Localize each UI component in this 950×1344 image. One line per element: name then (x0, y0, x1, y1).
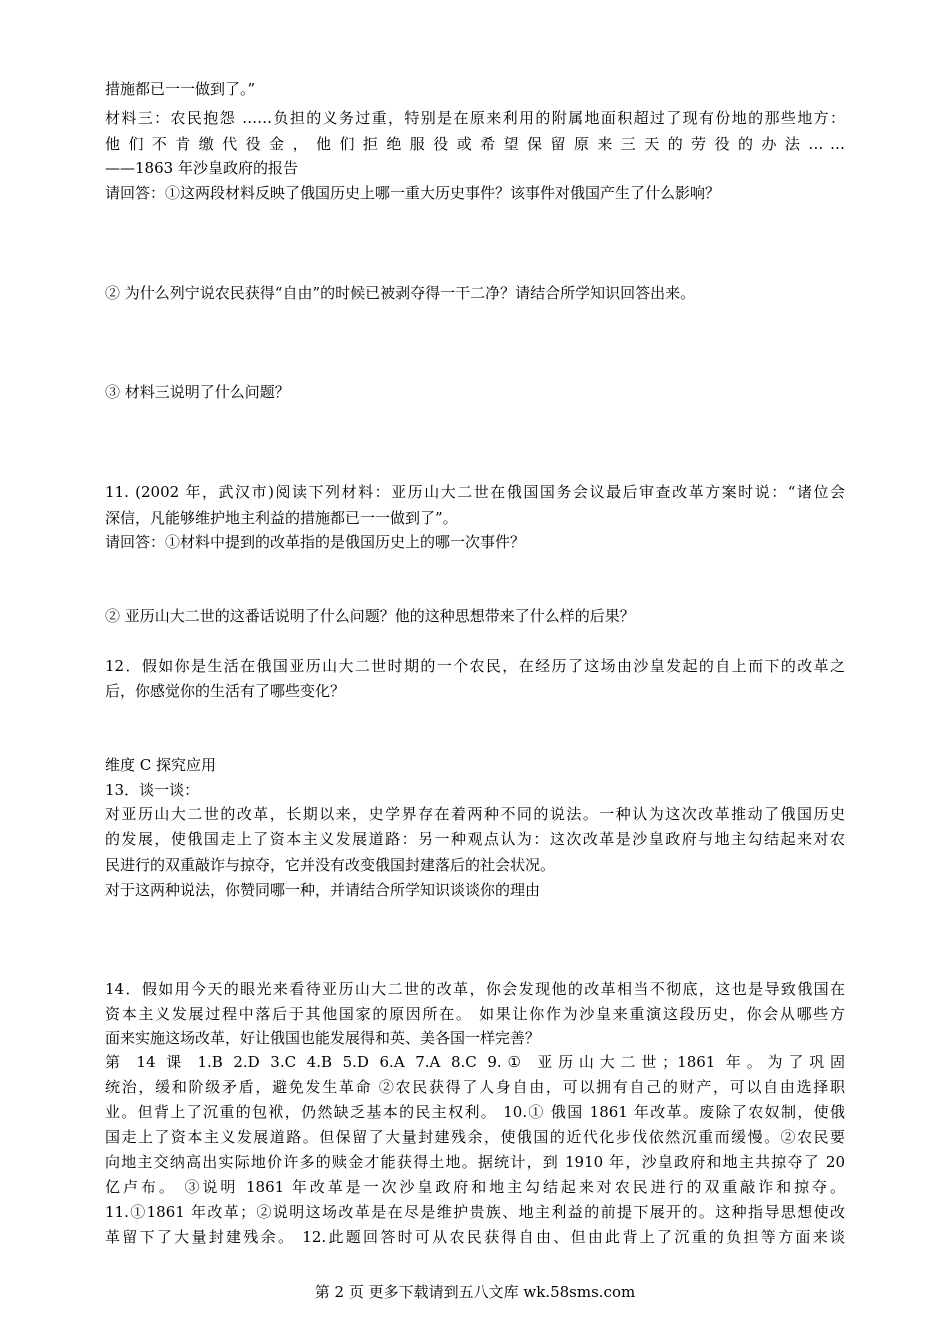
answers-line3: 业。但背上了沉重的包袱，仍然缺乏基本的民主权利。 10.① 俄国 1861 年改革。废除了农奴制，使俄 (105, 1103, 845, 1121)
q13-title: 13．谈一谈： (105, 781, 200, 799)
q10-part2: ② 为什么列宁说农民获得“自由”的时候已被剥夺得一干二净？请结合所学知识回答出来。 (105, 284, 696, 302)
q11-line4: ② 亚历山大二世的这番话说明了什么问题？他的这种思想带来了什么样的后果？ (105, 607, 635, 625)
q14-line1: 14．假如用今天的眼光来看待亚历山大二世的改革，你会发现他的改革相当不彻底，这也是导致俄国在 (105, 980, 845, 998)
q13-line4: 对于这两种说法，你赞同哪一种，并请结合所学知识谈谈你的理由 (105, 881, 541, 899)
answers-line2: 统治，缓和阶级矛盾，避免发生革命 ②农民获得了人身自由，可以拥有自己的财产，可以自由选择职 (105, 1078, 845, 1096)
answers-line6: 亿卢布。 ③说明 1861 年改革是一次沙皇政府和地主勾结起来对农民进行的双重敲诈和掠夺。 (105, 1178, 845, 1196)
q10-part3: ③ 材料三说明了什么问题？ (105, 383, 290, 401)
q13-line3: 民进行的双重敲诈与掠夺，它并没有改变俄国封建落后的社会状况。 (105, 856, 556, 874)
q12-line2: 后，你感觉你的生活有了哪些变化？ (105, 682, 346, 700)
q13-line2: 的发展，使俄国走上了资本主义发展道路：另一种观点认为：这次改革是沙皇政府与地主勾结起来对农 (105, 830, 845, 848)
q14-line2: 资本主义发展过程中落后于其他国家的原因所在。 如果让你作为沙皇来重演这段历史，你会从哪些方 (105, 1005, 845, 1023)
answers-line1: 第 14 课 1.B 2.D 3.C 4.B 5.D 6.A 7.A 8.C 9.① 亚历山大二世；1861 年。为了巩固 (105, 1053, 845, 1071)
page-footer: 第 2 页 更多下载请到五八文库 wk.58sms.com (314, 1283, 636, 1301)
block1-line4: ——1863 年沙皇政府的报告 (105, 159, 298, 177)
section-c-title: 维度 C 探究应用 (105, 756, 217, 774)
answers-line8: 革留下了大量封建残余。 12.此题回答时可从农民获得自由、但由此背上了沉重的负担等方面来谈 (105, 1228, 845, 1246)
q13-line1: 对亚历山大二世的改革，长期以来，史学界存在着两种不同的说法。一种认为这次改革推动了俄国历史 (105, 805, 845, 823)
q14-line3: 面来实施这场改革，好让俄国也能发展得和英、美各国一样完善？ (105, 1029, 541, 1047)
block1-line2: 材料三：农民抱怨 ……负担的义务过重，特别是在原来利用的附属地面积超过了现有份地的那些地方： (105, 109, 845, 127)
answers-line4: 国走上了资本主义发展道路。但保留了大量封建残余，使俄国的近代化步伐依然沉重而缓慢。②农民要 (105, 1128, 845, 1146)
q11-line1: 11. (2002 年，武汉市)阅读下列材料：亚历山大二世在俄国国务会议最后审查改革方案时说：“诸位会 (105, 483, 845, 501)
answers-line7: 11.①1861 年改革；②说明这场改革是在尽是维护贵族、地主利益的前提下展开的。这种指导思想使改 (105, 1203, 845, 1221)
answers-line5: 向地主交纳高出实际地价许多的赎金才能获得土地。据统计，到 1910 年，沙皇政府和地主共掠夺了 20 (105, 1153, 845, 1171)
q11-line2: 深信，凡能够维护地主利益的措施都已一一做到了”。 (105, 509, 458, 527)
block1-line1: 措施都已一一做到了。” (105, 80, 256, 98)
block1-line3: 他 们 不 肯 缴 代 役 金 ， 他 们 拒 绝 服 役 或 希 望 保 留 原 来 三 天 的 劳 役 的 办 法 … … (105, 135, 845, 153)
q12-line1: 12．假如你是生活在俄国亚历山大二世时期的一个农民，在经历了这场由沙皇发起的自上而下的改革之 (105, 657, 845, 675)
block1-line5: 请回答：①这两段材料反映了俄国历史上哪一重大历史事件？该事件对俄国产生了什么影响？ (105, 184, 721, 202)
q11-line3: 请回答：①材料中提到的改革指的是俄国历史上的哪一次事件？ (105, 533, 526, 551)
